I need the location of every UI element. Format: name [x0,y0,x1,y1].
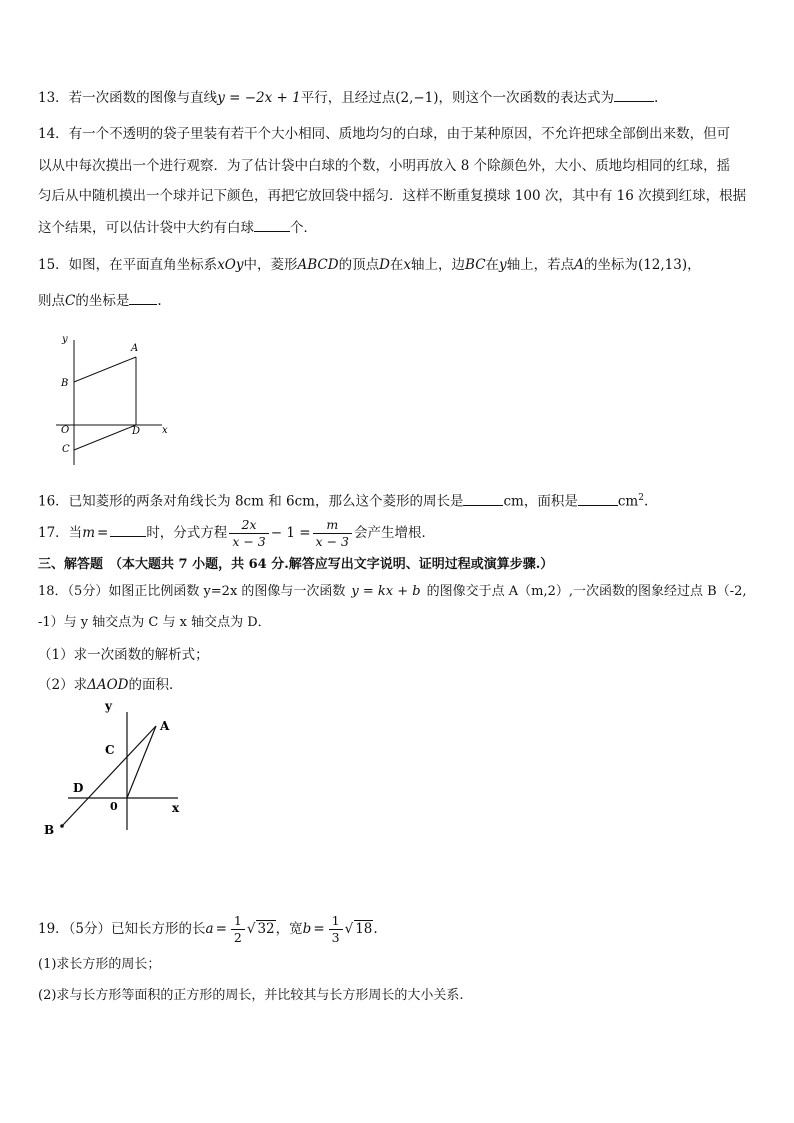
q18-label-d: D [73,781,84,795]
q15-text: 轴上，若点 [506,257,575,273]
q15-text: ， [687,257,701,273]
q18-text: 18．（5分）如图正比例函数 y=2x 的图像与一次函数 [38,584,346,599]
q15-text: 15．如图，在平面直角坐标系 [38,257,218,273]
q19-third [329,913,343,946]
q18-point-b [60,824,64,828]
q18-y-label: y [105,699,112,713]
q17-fraction-1-numerator: 2x [229,517,268,534]
q15-point-c: C [65,293,76,309]
q15-point-d: D [379,257,390,273]
question-14-line-4 [38,217,758,238]
q19-half-numerator: 1 [231,913,245,930]
q15-text: 在 [389,257,404,273]
q17-text: 时，分式方程 [146,525,228,541]
q16-perimeter-blank[interactable] [463,491,503,506]
q15-label-a: A [131,343,139,354]
q15-text: 的坐标是 [75,293,130,309]
q19-sqrt-sign-2: √ [344,921,354,937]
q15-text: 在 [485,257,500,273]
question-19 [38,912,758,948]
question-13 [38,87,758,108]
q14-text: 个． [290,220,317,236]
question-18-sub-1: （1）求一次函数的解析式； [38,647,209,663]
q18-label-a: A [160,719,170,733]
q18-label-origin: 0 [110,800,118,813]
q15-text: 则点 [38,293,65,309]
q15-text: 轴上，边 [411,257,466,273]
q17-fraction-1 [229,517,268,550]
q15-label-o: O [61,425,70,436]
q13-text: 13．若一次函数的图像与直线 [38,90,218,106]
q16-area-blank[interactable] [578,491,618,506]
q18-line-bda [62,726,156,826]
q19-sqrt-18: 18 [355,921,373,937]
q15-end: . [157,293,162,309]
section-3-title: 三、解答题 [38,557,104,572]
q14-text: 这个结果，可以估计袋中大约有白球 [38,220,254,236]
q18-text: 的图像交于点 A（m,2）,一次函数的图象经过点 B（-2, [426,584,747,599]
q14-answer-blank[interactable] [254,217,290,232]
q18-text: （2）求 [38,677,88,693]
q16-text: 16．已知菱形的两条对角线长为 8cm 和 6cm，那么这个菱形的周长是 [38,493,464,510]
q19-sqrt-sign-1: √ [246,921,256,937]
q17-answer-blank[interactable] [110,522,146,537]
q15-side-ba [74,357,136,382]
q17-fraction-2-denominator: x − 3 [315,534,349,549]
q19-third-denominator: 3 [331,930,340,945]
q19-equals: = [313,921,325,937]
q19-text: 19．（5分）已知长方形的长 [38,921,206,937]
q17-fraction-2 [313,517,352,550]
q18-function: y = kx + b [351,584,421,599]
section-3-heading [38,555,758,575]
q15-coordinate-system: xOy [217,257,244,273]
q17-middle: − 1 = [270,525,311,541]
section-3-note: （本大题共 7 小题，共 64 分.解答应写出文字说明、证明过程或演算步骤.） [109,557,554,572]
q19-text: ，宽 [275,921,303,937]
q15-y-label: y [62,334,68,345]
q19-sqrt-32: 32 [257,921,275,937]
q13-line-equation: y = −2x + 1 [217,90,301,106]
q13-point: (2,−1) [395,90,439,106]
q17-m: m [82,525,95,541]
q19-end: . [373,921,378,937]
q18-figure [38,698,198,843]
q13-text: 平行，且经过点 [300,90,396,106]
q15-label-d: D [132,426,141,437]
q16-text: cm，面积是 [503,493,578,510]
q19-a: a [205,921,214,937]
q16-end: . [643,493,649,510]
q19-equals: = [215,921,227,937]
question-14-line-3: 匀后从中随机摸出一个球并记下颜色，再把它放回袋中摇匀．这样不断重复摸球 100 次，其中有 16 次摸到红球，根据 [38,188,747,204]
q16-unit: cm [617,493,639,510]
question-14-line-1: 14．有一个不透明的袋子里装有若干个大小相同、质地均匀的白球，由于某种原因，不允许把球全部倒出来数，但可 [38,126,731,142]
q15-side-bc: BC [465,257,486,273]
q15-text: 中，菱形 [243,257,298,273]
q15-label-b: B [61,378,69,389]
question-14-line-2: 以从中每次摸出一个进行观察．为了估计袋中白球的个数，小明再放入 8 个除颜色外，大小、质地均相同的红球，摇 [38,158,731,174]
q18-label-b: B [44,823,55,837]
question-15-line-1 [38,255,758,275]
question-15-line-2 [38,290,758,311]
q18-line-oa [127,726,156,798]
q16-unit-superscript: 2 [638,493,644,503]
q15-text: 的坐标为 [583,257,638,273]
q13-answer-blank[interactable] [614,87,654,102]
question-19-sub-2: (2)求与长方形等面积的正方形的周长，并比较其与长方形周长的大小关系. [38,988,464,1003]
q18-label-c: C [105,743,115,757]
q18-text: 的面积． [128,677,183,693]
q13-end: . [654,90,659,106]
question-16 [38,488,758,512]
q17-text: 会产生增根． [353,525,435,541]
q18-x-label: x [172,801,180,815]
q19-b: b [302,921,312,937]
question-18-line-2: -1）与 y 轴交点为 C 与 x 轴交点为 D． [38,615,271,630]
q15-label-c: C [62,444,70,455]
q17-text: 17．当 [38,525,83,541]
q17-fraction-2-numerator: m [313,517,352,534]
q15-figure [50,330,180,470]
q19-half [231,913,245,946]
q19-third-numerator: 1 [329,913,343,930]
q15-text: 的顶点 [338,257,380,273]
q17-equals: = [97,525,109,541]
q15-rhombus-name: ABCD [297,257,339,273]
q15-x-label: x [162,425,168,436]
q15-x: x [403,257,412,273]
q15-side-dc [74,425,136,450]
q15-answer-blank[interactable] [129,290,157,305]
question-18-line-1 [38,582,758,602]
question-17 [38,516,758,552]
q15-point-a: A [574,257,584,273]
q17-fraction-1-denominator: x − 3 [232,534,266,549]
q18-triangle: ΔAOD [87,677,129,693]
question-19-sub-1: (1)求长方形的周长； [38,957,161,972]
q19-half-denominator: 2 [233,930,242,945]
q13-text: ，则这个一次函数的表达式为 [438,90,615,106]
question-18-sub-2 [38,675,758,695]
q15-coordinate: (12,13) [637,257,688,273]
q15-y: y [499,257,507,273]
